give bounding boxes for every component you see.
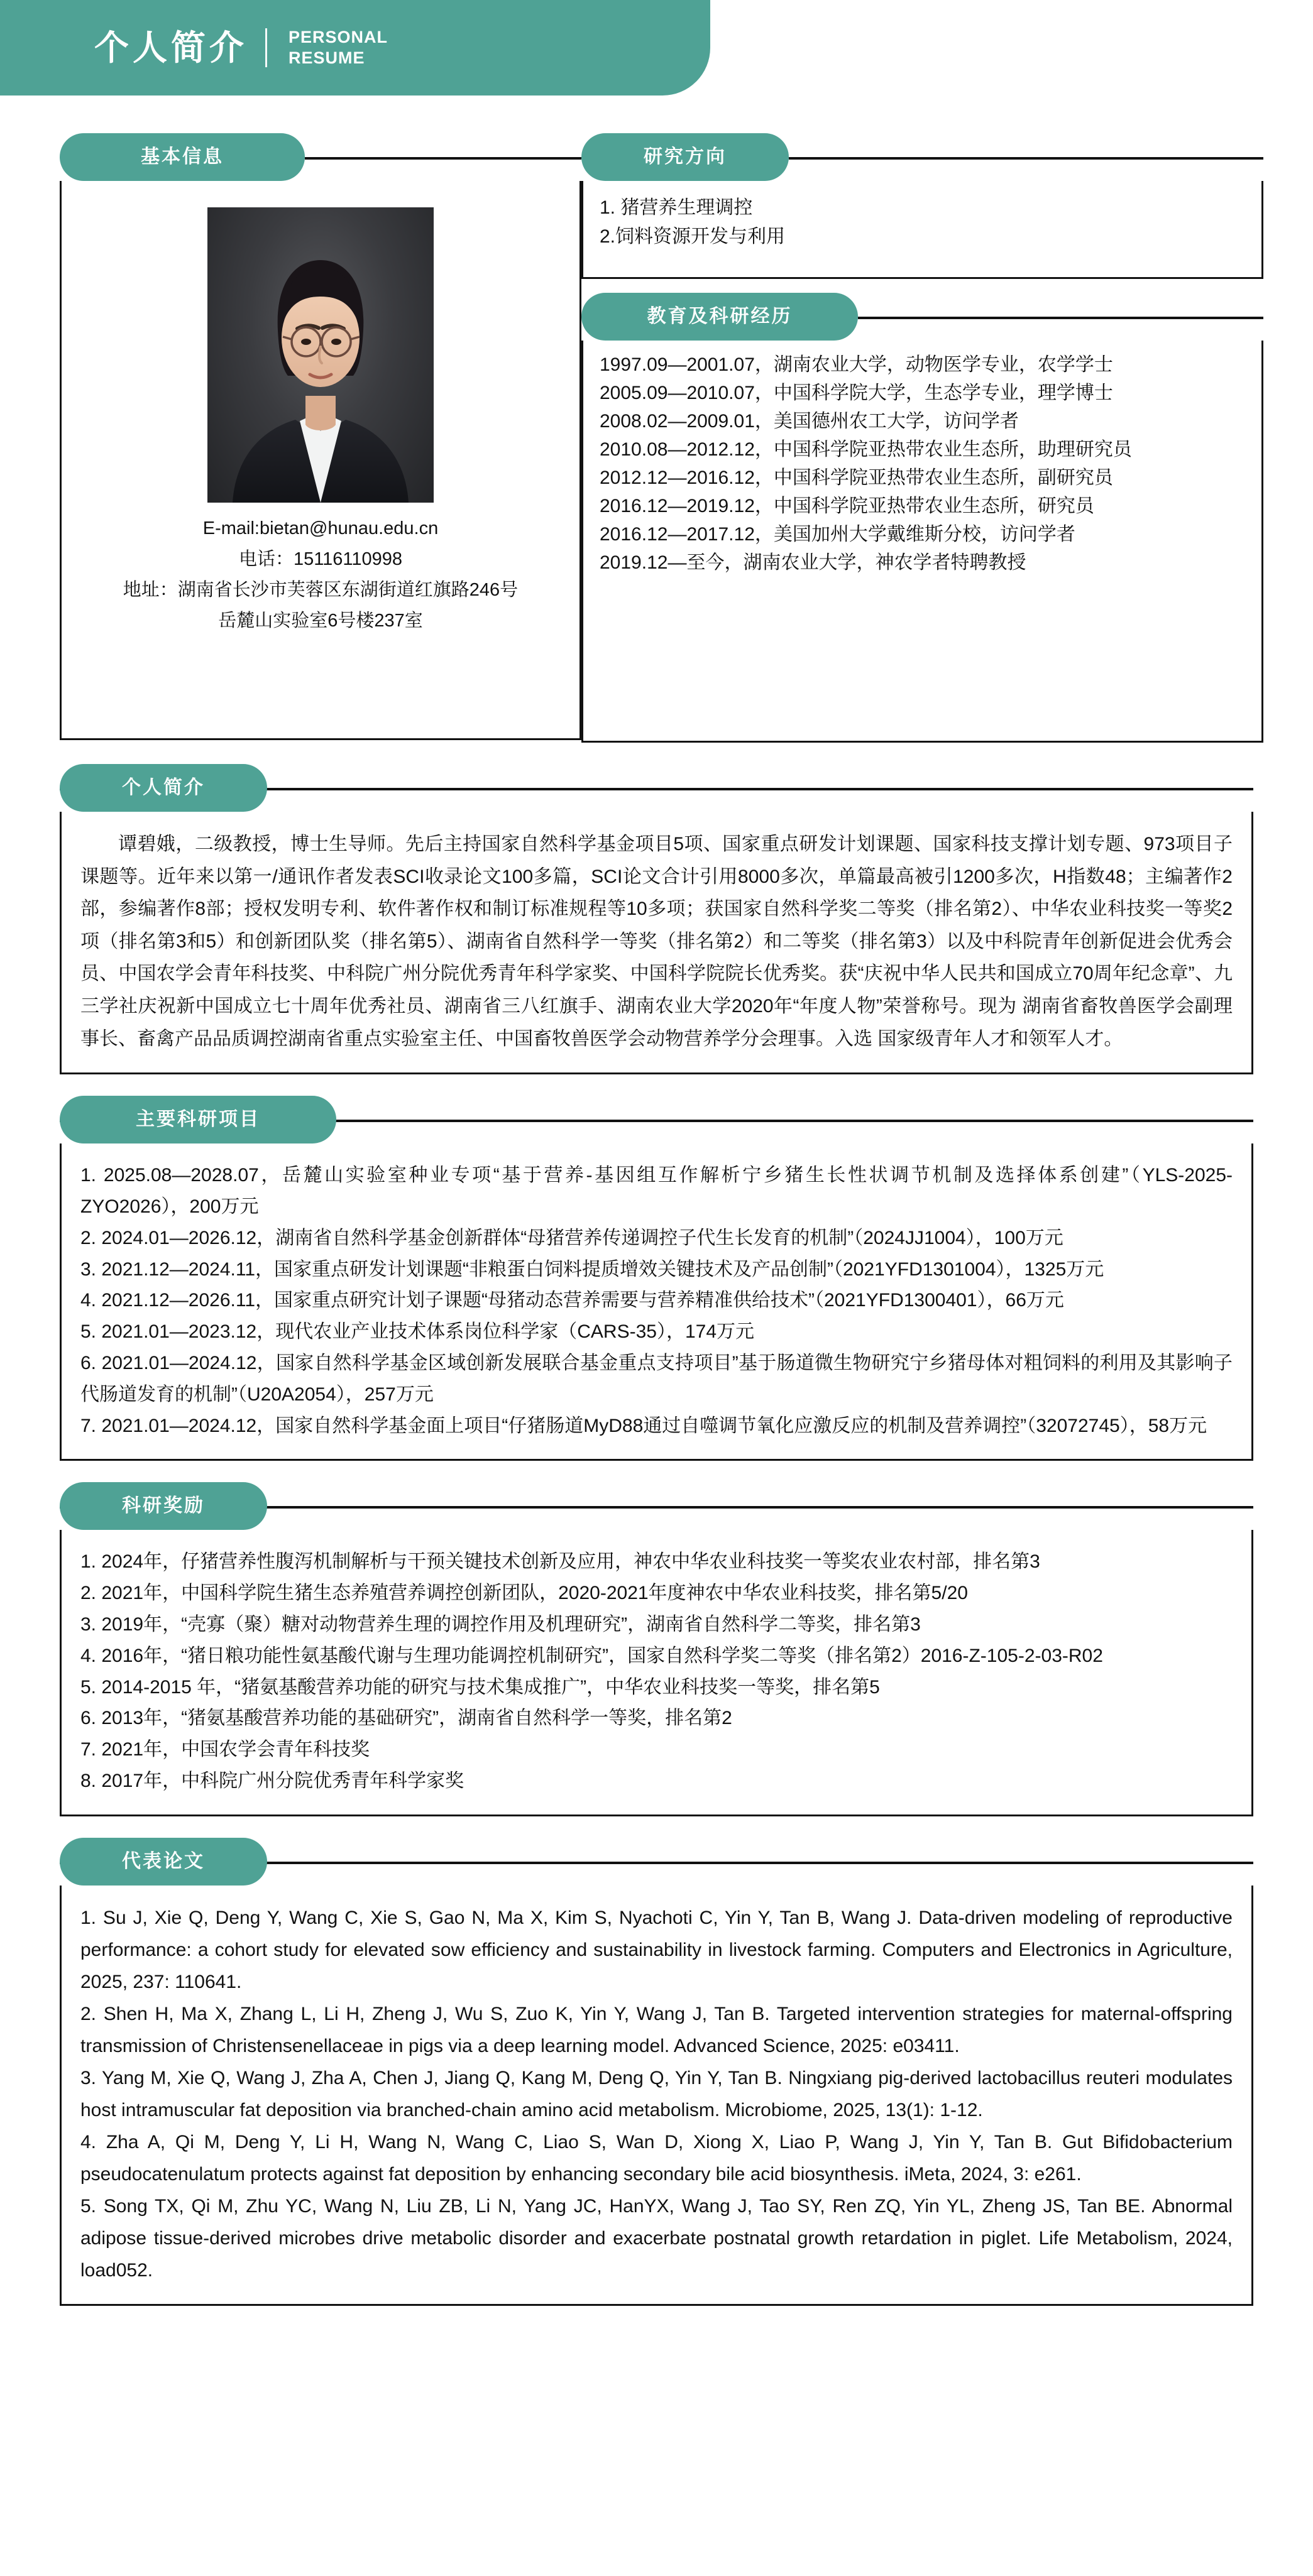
education-item: 2010.08—2012.12，中国科学院亚热带农业生态所，助理研究员 [600,439,1132,460]
contact-email[interactable]: E-mail:bietan@hunau.edu.cn [202,518,439,538]
award-item: 8. 2017年，中科院广州分院优秀青年科学家奖 [80,1770,464,1791]
project-item: 7. 2021.01—2024.12，国家自然科学基金面上项目“仔猪肠道MyD88通过自噬调节氧化应激反应的机制及营养调控”（32072745），58万元 [80,1415,1207,1436]
bio-heading: 个人简介 [60,764,267,812]
basic-info-rule [305,157,581,160]
award-item: 2. 2021年，中国科学院生猪生态养殖营养调控创新团队，2020-2021年度神农中华农业科技奖，排名第5/20 [80,1583,968,1604]
basic-info-heading: 基本信息 [60,133,305,181]
research-direction-item: 2.饲料资源开发与利用 [600,226,786,247]
portrait-illustration [207,207,434,503]
research-direction-body [581,181,1263,279]
banner-title-en-line1: PERSONAL [288,28,388,47]
banner-title-en-line2: RESUME [288,48,365,67]
award-item: 5. 2014-2015 年，“猪氨基酸营养功能的研究与技术集成推广”，中华农业科技奖一等奖，排名第5 [80,1676,880,1698]
portrait-photo [207,207,434,503]
project-item: 4. 2021.12—2026.11，国家重点研究计划子课题“母猪动态营养需要与营养精准供给技术”（2021YFD1300401），66万元 [80,1290,1064,1311]
education-body [581,341,1263,743]
education-item: 2012.12—2016.12，中国科学院亚热带农业生态所，副研究员 [600,467,1113,488]
awards-header [60,1482,1253,1530]
basic-info-header [60,133,581,181]
project-item: 3. 2021.12—2024.11，国家重点研发计划课题“非粮蛋白饲料提质增效关键技术及产品创制”（2021YFD1301004），1325万元 [80,1258,1104,1280]
education-item: 1997.09—2001.07，湖南农业大学，动物医学专业，农学学士 [600,354,1113,375]
publications-section [60,1838,1253,2306]
bio-body [60,812,1253,1074]
research-direction-heading: 研究方向 [581,133,789,181]
projects-section [60,1096,1253,1461]
contact-phone: 电话：15116110998 [238,548,403,569]
education-item: 2016.12—2019.12，中国科学院亚热带农业生态所，研究员 [600,496,1094,516]
education-item: 2005.09—2010.07，中国科学院大学，生态学专业，理学博士 [600,383,1113,403]
basic-info-body [60,181,581,740]
education-item: 2008.02—2009.01，美国德州农工大学，访问学者 [600,411,1019,432]
award-item: 7. 2021年，中国农学会青年科技奖 [80,1739,370,1760]
award-item: 3. 2019年，“壳寡（聚）糖对动物营养生理的调控作用及机理研究”，湖南省自然科学二等奖，排名第3 [80,1613,921,1635]
education-header [581,293,1263,341]
publications-body [60,1886,1253,2306]
education-item: 2016.12—2017.12，美国加州大学戴维斯分校，访问学者 [600,524,1075,545]
publication-item: 2. Shen H, Ma X, Zhang L, Li H, Zheng J, Wu S, Zuo K, Yin Y, Wang J, Tan B. Targeted intervention strategies for maternal-offspring transmission of Christensenellaceae in pigs via a deep learning model. Advanced Science, 2025: e03411. [80,2003,1233,2056]
project-item: 6. 2021.01—2024.12，国家自然科学基金区域创新发展联合基金重点支持项目”基于肠道微生物研究宁乡猪母体对粗饲料的利用及其影响子代肠道发育的机制”（U20A2054），257万元 [80,1352,1233,1405]
projects-heading: 主要科研项目 [60,1096,336,1143]
awards-heading: 科研奖励 [60,1482,267,1530]
bio-text: 谭碧娥，二级教授，博士生导师。先后主持国家自然科学基金项目5项、国家重点研发计划课题、国家科技支撑计划专题、973项目子课题等。近年来以第一/通讯作者发表SCI收录论文100多篇，SCI论文合计引用8000多次，单篇最高被引1200多次，H指数48；主编著作2部，参编著作8部；授权发明专利、软件著作权和制订标准规程等10多项；获国家自然科学奖二等奖（排名第2）、中华农业科技奖一等奖2项（排名第3和5）和创新团队奖（排名第5）、湖南省自然科学一等奖（排名第2）和二等奖（排名第3）以及中科院青年创新促进会优秀会员、中国农学会青年科技奖、中科院广州分院优秀青年科学家奖、中国科学院院长优秀奖。获“庆祝中华人民共和国成立70周年纪念章”、九三学社庆祝新中国成立七十周年优秀社员、湖南省三八红旗手、湖南农业大学2020年“年度人物”荣誉称号。现为 湖南省畜牧兽医学会副理事长、畜禽产品品质调控湖南省重点实验室主任、中国畜牧兽医学会动物营养学分会理事。入选 国家级青年人才和领军人才。 [80,834,1233,1049]
publications-heading: 代表论文 [60,1838,267,1886]
bio-header [60,764,1253,812]
contact-block [62,514,580,636]
education-item: 2019.12—至今，湖南农业大学，神农学者特聘教授 [600,552,1026,573]
right-column [581,133,1263,743]
education-section [581,293,1263,743]
award-item: 1. 2024年，仔猪营养性腹泻机制解析与干预关键技术创新及应用，神农中华农业科技奖一等奖农业农村部，排名第3 [80,1551,1040,1573]
project-item: 1. 2025.08—2028.07，岳麓山实验室种业专项“基于营养-基因组互作解析宁乡猪生长性状调节机制及选择体系创建”（YLS-2025-ZYO2026），200万元 [80,1165,1233,1217]
publication-item: 1. Su J, Xie Q, Deng Y, Wang C, Xie S, Gao N, Ma X, Kim S, Nyachoti C, Yin Y, Tan B, Wang J. Data-driven modeling of reproductive performance: a cohort study for elevated sow efficiency and sustainability in livestock farming. Computers and Electronics in Agriculture, 2025, 237: 110641. [80,1907,1233,1992]
publications-header [60,1838,1253,1886]
research-direction-item: 1. 猪营养生理调控 [600,197,753,218]
research-direction-section [581,133,1263,279]
projects-header [60,1096,1253,1143]
award-item: 4. 2016年，“猪日粮功能性氨基酸代谢与生理功能调控机制研究”，国家自然科学奖二等奖（排名第2）2016-Z-105-2-03-R02 [80,1645,1103,1666]
page-banner [0,0,710,96]
banner-divider [265,28,267,67]
contact-address-line1: 地址：湖南省长沙市芙蓉区东湖街道红旗路246号 [123,579,519,600]
banner-title-en [288,27,388,68]
banner-title-cn: 个人简介 [94,28,248,67]
education-heading: 教育及科研经历 [581,293,858,341]
publication-item: 3. Yang M, Xie Q, Wang J, Zha A, Chen J, Jiang Q, Kang M, Deng Q, Yin Y, Tan B. Ningxiang pig-derived lactobacillus reuteri modulates host intramuscular fat deposition via branched-chain amino acid metabolism. Microbiome, 2025, 13(1): 1-12. [80,2067,1233,2120]
publication-item: 5. Song TX, Qi M, Zhu YC, Wang N, Liu ZB, Li N, Yang JC, HanYX, Wang J, Tao SY, Ren ZQ, Yin YL, Zheng JS, Tan BE. Abnormal adipose tissue-derived microbes drive metabolic disorder and exacerbate postnatal growth retardation in piglet. Life Metabolism, 2024, load052. [80,2195,1233,2281]
research-direction-rule [789,157,1263,160]
award-item: 6. 2013年，“猪氨基酸营养功能的基础研究”，湖南省自然科学一等奖，排名第2 [80,1708,732,1729]
project-item: 2. 2024.01—2026.12，湖南省自然科学基金创新群体“母猪营养传递调控子代生长发育的机制”（2024JJ1004），100万元 [80,1227,1063,1248]
awards-section [60,1482,1253,1816]
contact-address-line2: 岳麓山实验室6号楼237室 [218,610,423,631]
projects-body [60,1143,1253,1461]
research-direction-header [581,133,1263,181]
project-item: 5. 2021.01—2023.12，现代农业产业技术体系岗位科学家（CARS-35），174万元 [80,1321,755,1343]
awards-body [60,1530,1253,1816]
education-rule [858,317,1263,319]
bio-section [60,764,1253,1074]
publication-item: 4. Zha A, Qi M, Deng Y, Li H, Wang N, Wang C, Liao S, Wan D, Xiong X, Liao P, Wang J, Yin Y, Tan B. Gut Bifidobacterium pseudocatenulatum protects against fat deposition by enhancing secondary bile acid biosynthesis. iMeta, 2024, 3: e261. [80,2131,1233,2185]
top-region [0,133,1313,743]
basic-info-section [60,133,581,740]
